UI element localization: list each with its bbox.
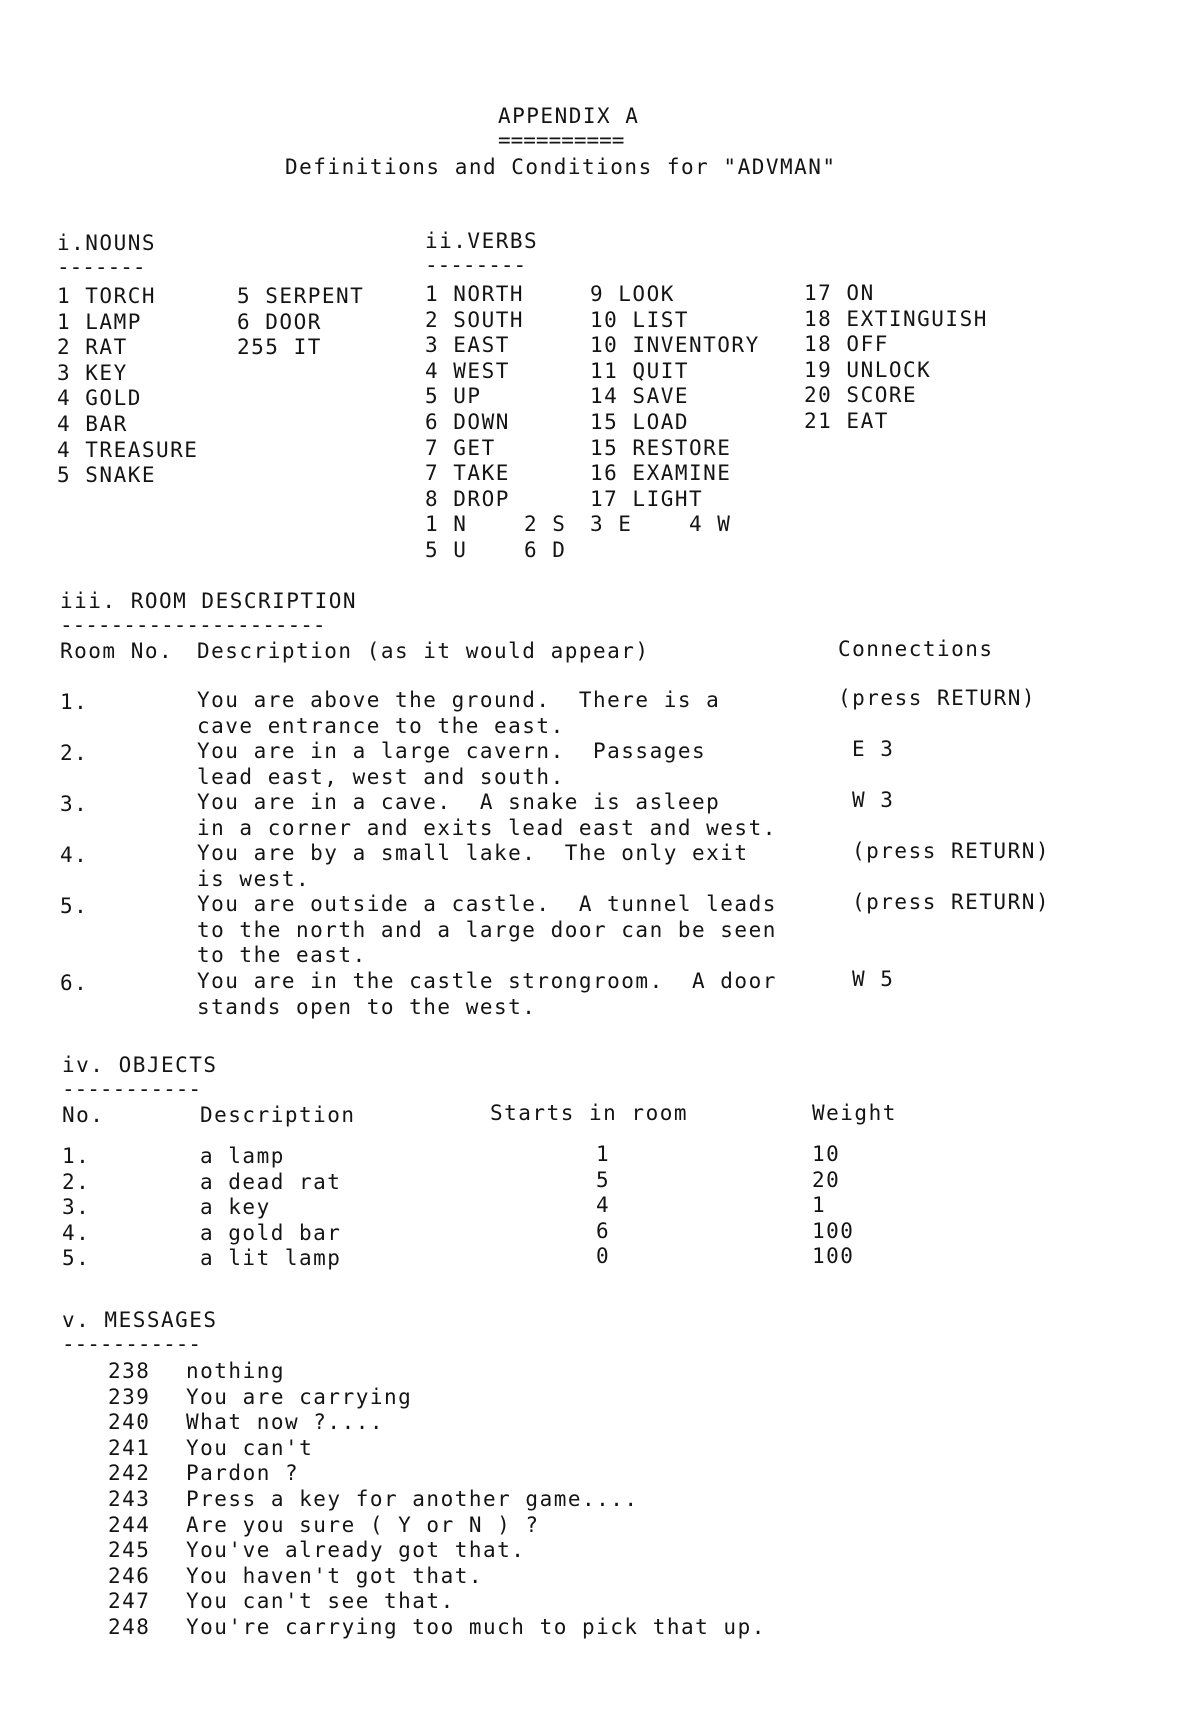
object-number: 2. [62, 1169, 91, 1194]
object-start-room: 6 [596, 1218, 611, 1243]
verb-item: 10 LIST [590, 307, 690, 332]
message-text: You can't [186, 1435, 314, 1460]
room-description-line: You are in a cave. A snake is asleep [197, 790, 721, 814]
room-description-line: to the east. [197, 943, 367, 968]
object-weight: 20 [812, 1167, 841, 1192]
verb-item: 3 E 4 W [590, 512, 732, 537]
verb-item: 20 SCORE [804, 383, 918, 408]
messages-heading: v. MESSAGES [62, 1308, 218, 1332]
message-number: 239 [108, 1384, 151, 1409]
room-connection: (press RETURN) [852, 890, 1051, 914]
verbs-underline: -------- [425, 253, 527, 277]
object-weight: 100 [812, 1218, 855, 1243]
room-description-line: to the north and a large door can be seen [197, 917, 777, 942]
nouns-heading: i.NOUNS [57, 231, 157, 255]
verb-item: 7 TAKE [425, 461, 510, 486]
object-description: a lamp [200, 1144, 285, 1168]
message-text: You haven't got that. [186, 1563, 484, 1588]
verb-item: 4 WEST [425, 358, 510, 383]
noun-item: 1 TORCH [57, 284, 157, 308]
verb-item: 5 UP [425, 384, 482, 409]
message-text: You're carrying too much to pick that up. [186, 1615, 766, 1639]
rooms-underline: --------------------- [60, 613, 326, 637]
message-number: 247 [108, 1589, 151, 1614]
object-weight: 100 [812, 1244, 855, 1269]
message-number: 238 [108, 1359, 151, 1383]
verb-item: 15 RESTORE [590, 435, 732, 460]
noun-item: 4 BAR [57, 412, 128, 436]
message-text: You can't see that. [186, 1589, 455, 1614]
room-description-line: You are by a small lake. The only exit [197, 841, 749, 865]
message-number: 240 [108, 1410, 151, 1435]
object-description: a key [200, 1195, 271, 1220]
verb-item: 11 QUIT [590, 358, 690, 383]
verb-item: 1 N 2 S [425, 512, 567, 537]
room-number: 6. [60, 971, 89, 995]
room-description-line: You are outside a castle. A tunnel leads [197, 892, 777, 916]
object-weight: 10 [812, 1142, 841, 1166]
verb-item: 15 LOAD [590, 410, 690, 434]
verbs-heading: ii.VERBS [425, 229, 539, 253]
room-description-line: You are in a large cavern. Passages [197, 739, 707, 763]
verb-item: 17 ON [804, 281, 875, 305]
verb-item: 2 SOUTH [425, 307, 525, 332]
page-subtitle: Definitions and Conditions for "ADVMAN" [285, 155, 837, 179]
object-description: a gold bar [200, 1220, 342, 1245]
rooms-header-room-no: Room No. [60, 639, 174, 663]
object-start-room: 0 [596, 1244, 611, 1269]
object-number: 1. [62, 1144, 91, 1168]
objects-header-no: No. [62, 1103, 105, 1127]
message-number: 245 [108, 1538, 151, 1563]
rooms-header-description: Description (as it would appear) [197, 639, 650, 663]
room-connection: (press RETURN) [838, 686, 1037, 710]
room-description-line: You are in the castle strongroom. A door [197, 969, 777, 993]
verb-item: 21 EAT [804, 409, 889, 433]
room-connection: E 3 [852, 737, 895, 761]
objects-header-description: Description [200, 1103, 356, 1127]
room-connection: W 3 [852, 788, 895, 812]
room-number: 2. [60, 741, 89, 765]
message-text: nothing [186, 1359, 286, 1383]
noun-item: 5 SERPENT [237, 284, 365, 308]
verb-item: 5 U 6 D [425, 538, 567, 562]
object-start-room: 5 [596, 1167, 611, 1192]
message-text: Are you sure ( Y or N ) ? [186, 1512, 540, 1537]
message-number: 246 [108, 1563, 151, 1588]
room-connection: (press RETURN) [852, 839, 1051, 863]
object-description: a lit lamp [200, 1246, 342, 1271]
room-number: 5. [60, 894, 89, 918]
message-text: What now ?.... [186, 1410, 385, 1435]
object-number: 5. [62, 1246, 91, 1271]
message-number: 242 [108, 1461, 151, 1486]
messages-underline: ----------- [62, 1332, 202, 1356]
verb-item: 6 DOWN [425, 410, 510, 434]
verb-item: 14 SAVE [590, 384, 690, 409]
message-text: You've already got that. [186, 1538, 526, 1563]
objects-header-starts: Starts in room [490, 1101, 689, 1125]
message-text: Press a key for another game.... [186, 1487, 639, 1511]
verb-item: 17 LIGHT [590, 486, 704, 511]
title-underline: ========== [498, 128, 625, 152]
room-description-line: lead east, west and south. [197, 764, 565, 789]
verb-item: 10 INVENTORY [590, 333, 760, 358]
noun-item: 3 KEY [57, 360, 128, 385]
verb-item: 9 LOOK [590, 282, 675, 306]
object-start-room: 1 [596, 1142, 611, 1166]
room-description-line: stands open to the west. [197, 994, 537, 1019]
object-number: 3. [62, 1195, 91, 1220]
message-number: 248 [108, 1615, 151, 1639]
room-description-line: in a corner and exits lead east and west. [197, 815, 777, 840]
message-number: 243 [108, 1487, 151, 1511]
noun-item: 4 GOLD [57, 386, 142, 411]
verb-item: 8 DROP [425, 486, 510, 511]
noun-item: 2 RAT [57, 335, 128, 360]
room-description-line: cave entrance to the east. [197, 713, 565, 738]
verb-item: 18 OFF [804, 332, 889, 357]
room-number: 3. [60, 792, 89, 816]
verb-item: 19 UNLOCK [804, 357, 932, 382]
object-number: 4. [62, 1220, 91, 1245]
message-number: 241 [108, 1435, 151, 1460]
object-description: a dead rat [200, 1169, 342, 1194]
room-connection: W 5 [852, 967, 895, 991]
room-description-line: is west. [197, 866, 311, 891]
noun-item: 1 LAMP [57, 309, 142, 334]
object-start-room: 4 [596, 1193, 611, 1218]
object-weight: 1 [812, 1193, 827, 1218]
noun-item: 5 SNAKE [57, 463, 157, 488]
objects-header-weight: Weight [812, 1101, 897, 1125]
rooms-header-connections: Connections [838, 637, 994, 661]
objects-heading: iv. OBJECTS [62, 1053, 218, 1077]
noun-item: 4 TREASURE [57, 437, 199, 462]
room-description-line: You are above the ground. There is a [197, 688, 721, 712]
nouns-underline: ------- [57, 255, 146, 279]
page-title: APPENDIX A [498, 104, 640, 128]
objects-underline: ----------- [62, 1077, 202, 1101]
verb-item: 1 NORTH [425, 282, 525, 306]
verb-item: 7 GET [425, 435, 496, 460]
verb-item: 16 EXAMINE [590, 461, 732, 486]
rooms-heading: iii. ROOM DESCRIPTION [60, 589, 358, 613]
message-number: 244 [108, 1512, 151, 1537]
verb-item: 3 EAST [425, 333, 510, 358]
verb-item: 18 EXTINGUISH [804, 306, 988, 331]
message-text: You are carrying [186, 1384, 413, 1409]
room-number: 1. [60, 690, 89, 714]
noun-item: 255 IT [237, 335, 322, 360]
noun-item: 6 DOOR [237, 309, 322, 334]
room-number: 4. [60, 843, 89, 867]
message-text: Pardon ? [186, 1461, 300, 1486]
